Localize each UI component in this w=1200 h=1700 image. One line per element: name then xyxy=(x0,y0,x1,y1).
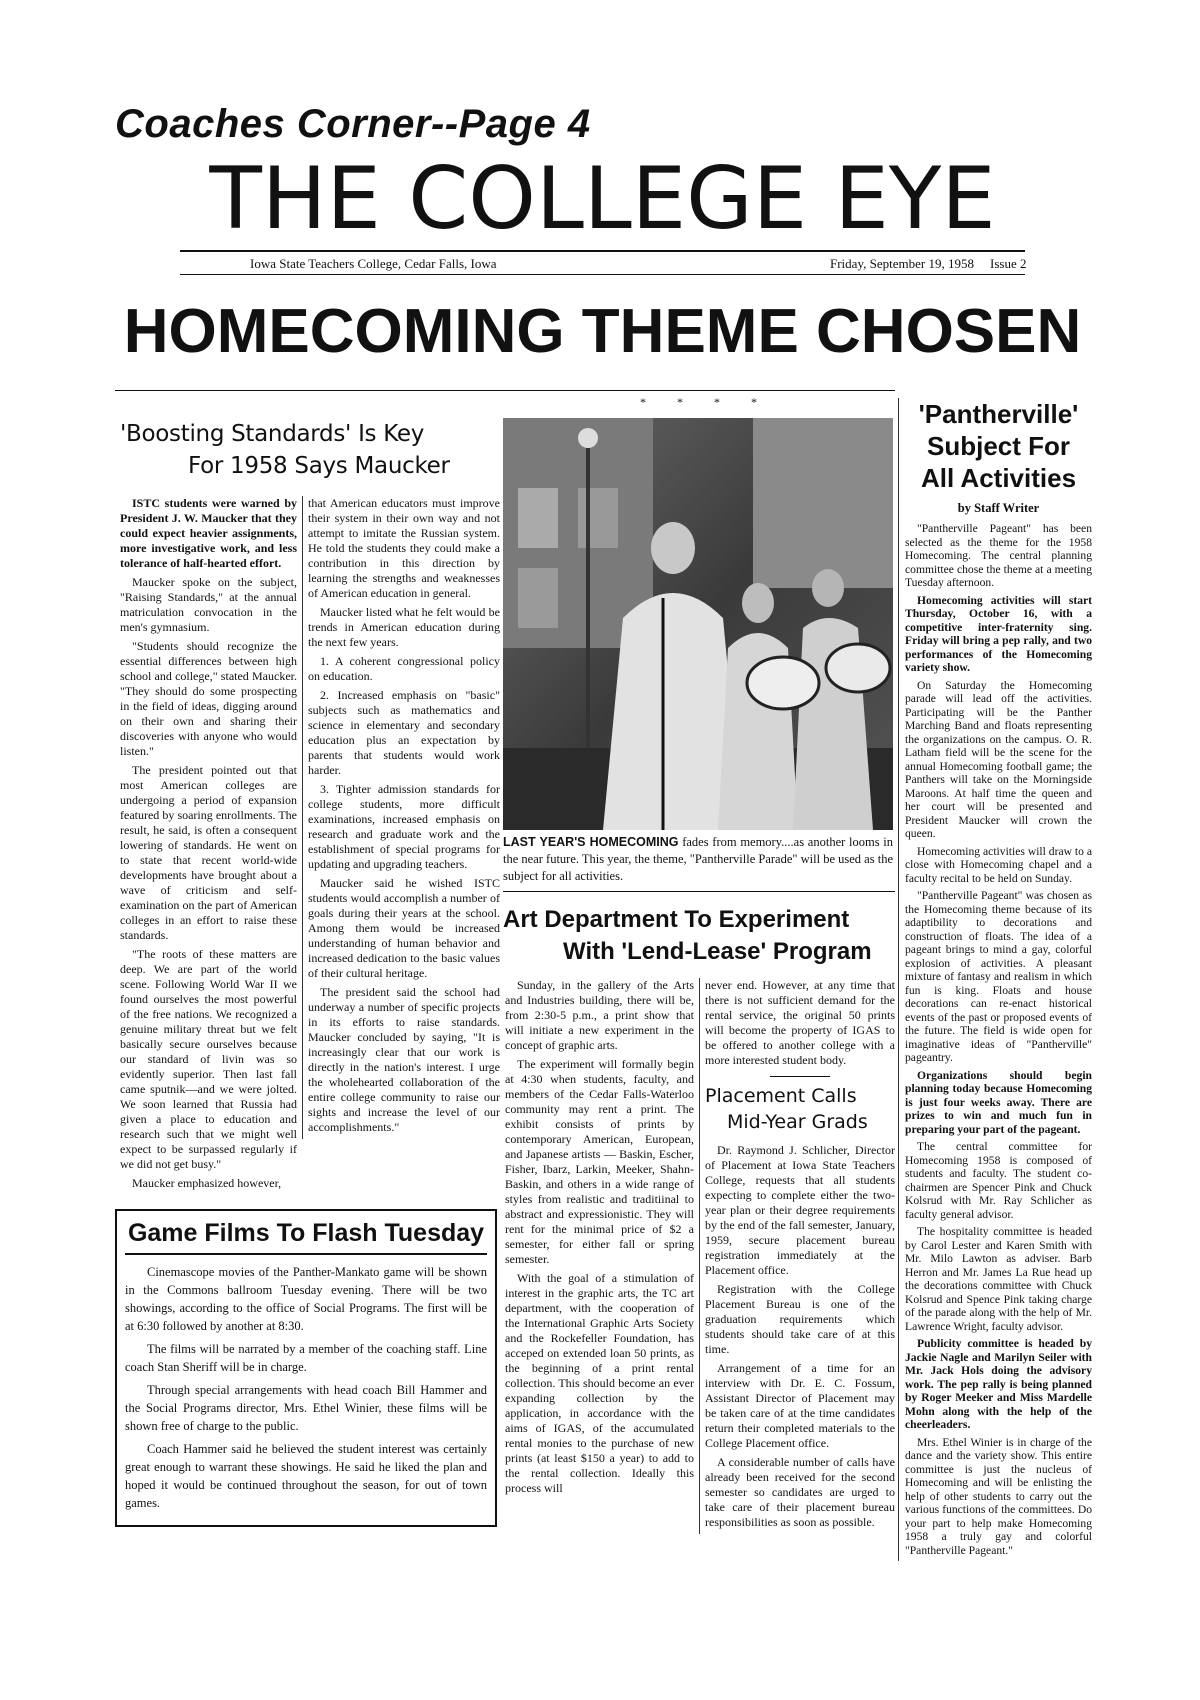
paragraph: Maucker spoke on the subject, "Raising Standards," at the annual matriculation convocation in the men's gymnasium. xyxy=(120,575,297,634)
placement-headline-line2: Mid-Year Grads xyxy=(727,1111,868,1133)
boosting-column-2 xyxy=(302,496,500,1139)
paragraph: With the goal of a stimulation of interest in the graphic arts, the TC art department, with the cooperation of the International Graphic Arts Society and the Rockefeller Foundation, has acceped on extended loan 50 prints, as the beginning of a print rental collection. This should become an ever expanding collection by the application, in accordance with the aims of IGAS, of the accumulated rental monies to the purchase of new prints (at least $150 a year) to add to the rental collection. Ideally this process will xyxy=(505,1271,694,1495)
paragraph: Maucker said he wished ISTC students would accomplish a number of goals during their years at the school. Among them would be increased understanding of human behavior and increased dedication to the basic values of their cultural heritage. xyxy=(308,876,500,980)
boosting-headline-line1: 'Boosting Standards' Is Key xyxy=(120,421,425,447)
masthead-date: Friday, September 19, 1958 xyxy=(830,256,974,271)
boosting-columns xyxy=(115,496,500,1195)
paragraph: Maucker emphasized however, xyxy=(132,1176,282,1190)
placement-headline xyxy=(705,1083,895,1135)
art-headline-line2: With 'Lend-Lease' Program xyxy=(563,938,872,965)
paragraph: ISTC students were warned by President J. W. Maucker that they could expect heavier assignments, more investigative work, and less tolerance of half-hearted effort. xyxy=(120,496,297,570)
divider xyxy=(770,1076,830,1077)
boosting-column-1 xyxy=(115,496,302,1195)
pantherville-headline-line3: All Activities xyxy=(920,463,1077,493)
paragraph: "Pantherville Pageant" was chosen as the Homecoming theme because of its adaptibility to decorations and construction of floats. The idea of a pageant brings to mind a gay, colorful explosion of activities. A pleasant mixture of fantasy and realism in which fun is king. Floats and house decorations can re-enact historical events of the past or proposed events of the future. The field is wide open for imaginative ideas of "Pantherville" pageantry. xyxy=(905,889,1092,1064)
masthead-title: THE COLLEGE EYE xyxy=(209,149,996,249)
art-headline-line1: Art Department To Experiment xyxy=(503,906,850,933)
art-column-1 xyxy=(503,978,699,1500)
art-columns xyxy=(503,978,895,1534)
art-headline xyxy=(503,904,895,968)
paragraph: Sunday, in the gallery of the Arts and Industries building, there will be, from 2:30-5 p.m., a print show that will initiate a new experiment in the concept of graphic arts. xyxy=(505,978,694,1052)
paragraph: 3. Tighter admission standards for college students, more difficult examinations, increased emphasis on research and graduate work and the establishment of special programs for updating and upgrading teachers. xyxy=(308,782,500,871)
paragraph: "Students should recognize the essential differences between high school and college," stated Maucker. "They should do some prospecting in the field of ideas, digging around on their own and sharing their discoveries with anyone who would listen." xyxy=(120,639,297,758)
ornament: * * * * xyxy=(640,395,771,409)
paragraph: Registration with the College Placement Bureau is one of the graduation requirements which students should take care of at this time. xyxy=(705,1282,895,1356)
byline: by Staff Writer xyxy=(957,501,1040,515)
masthead-rule-bottom xyxy=(180,274,1025,275)
placement-body xyxy=(705,1143,895,1530)
game-films-body xyxy=(125,1263,487,1512)
paragraph: The president said the school had underway a number of specific projects in its efforts to raise standards. Maucker concluded by saying, "It is increasingly clear that our work is directly in the nation's interest. I urge the wholehearted collaboration of the entire college community to raise our sights and increase the level of our accomplishments." xyxy=(308,985,500,1134)
paragraph: Maucker listed what he felt would be trends in American education during the next few years. xyxy=(308,605,500,649)
pantherville-headline xyxy=(905,398,1092,494)
right-region xyxy=(898,398,1092,1561)
paragraph: A considerable number of calls have already been received for the second semester so candidates are urged to take care of their placement bureau responsibilities as soon as possible. xyxy=(705,1455,895,1529)
caption-text: fades from memory....as another looms in the near future. This year, the theme, "Pantherville Parade" will be used as the subject for all activities. xyxy=(503,835,894,883)
left-region xyxy=(115,418,500,1527)
paragraph: Organizations should begin planning today because Homecoming is just four weeks away. There are prizes to win and much fun in preparing your part of the pageant. xyxy=(905,1068,1092,1136)
banner-headline: HOMECOMING THEME CHOSEN xyxy=(123,297,1082,366)
center-region xyxy=(503,418,895,1534)
divider xyxy=(125,1253,487,1255)
placement-headline-line1: Placement Calls xyxy=(705,1085,857,1107)
paragraph: The president pointed out that most American colleges are undergoing a period of expansion featured by soaring enrollments. The result, he said, is often a consequent lowering of standards. He went on to state that recent world-wide developments have brought about a wave of criticism and self-examination on the part of American colleges in an effort to raise these standards. xyxy=(120,763,297,942)
pantherville-headline-line1: 'Pantherville' xyxy=(918,399,1079,429)
paragraph: that American educators must improve their system in their own way and not attempt to imitate the Russian system. He told the students they could make a contribution in this direction by learning the strengths and weaknesses of American education in general. xyxy=(308,496,500,600)
game-films-headline: Game Films To Flash Tuesday xyxy=(127,1219,485,1247)
photo-caption xyxy=(503,834,893,885)
paragraph: Coach Hammer said he believed the student interest was certainly great enough to warrant these showings. He said he liked the plan and hoped it would be continued throughout the season, for out of town games. xyxy=(125,1442,487,1510)
masthead-rule-top xyxy=(180,250,1025,252)
paragraph: The experiment will formally begin at 4:30 when students, faculty, and members of the Cedar Falls-Waterloo community may rent a print. The exhibit consists of prints by contemporary American, European, and Japanese artists — Baskin, Escher, Fisher, Ibarz, Larkin, Meeker, Shahn-Baskin, and others in a wide range of styles from realistic and traditiinal to abstract and expressionistic. They will rent for the minimal price of $2 a semester, for either fall or spring semester. xyxy=(505,1057,694,1266)
game-films-box xyxy=(115,1209,497,1527)
paragraph: Publicity committee is headed by Jackie Nagle and Marilyn Seiler with Mr. Jack Hols doing the advisory work. The pep rally is being planned by Roger Meeker and Miss Mardelle Mohn along with the help of the cheerleaders. xyxy=(905,1337,1092,1431)
masthead-institution: Iowa State Teachers College, Cedar Falls, Iowa xyxy=(250,256,497,271)
paragraph: Homecoming activities will draw to a close with Homecoming chapel and a faculty recital to be held on Sunday. xyxy=(905,844,1092,885)
paragraph: Through special arrangements with head coach Bill Hammer and the Social Programs director, Mrs. Ethel Winier, these films will be shown free of charge to the public. xyxy=(125,1383,487,1433)
paragraph: "Pantherville Pageant" has been selected as the theme for the 1958 Homecoming. The central planning committee chose the theme at a meeting Tuesday afternoon. xyxy=(905,522,1092,589)
paragraph: Cinemascope movies of the Panther-Mankato game will be shown in the Commons ballroom Tuesday evening. There will be two showings, according to the office of Social Programs. The first will be at 6:30 followed by another at 8:30. xyxy=(125,1265,487,1333)
paragraph: 2. Increased emphasis on "basic" subjects such as mathematics and science in elementary and secondary education plus an expectation by parents that students would work harder. xyxy=(308,688,500,777)
paragraph: Mrs. Ethel Winier is in charge of the dance and the variety show. This entire committee is just the nucleus of Homecoming and will be enlisting the help of other students to carry out the various functions of the committees. Do your part to help make Homecoming 1958 a truly gay and colorful "Pantherville Pageant." xyxy=(905,1435,1092,1557)
homecoming-photo xyxy=(503,418,893,830)
paragraph: never end. However, at any time that there is not sufficient demand for the rental service, the original 50 prints will become the property of IGAS to be offered to another college with a more interested student body. xyxy=(705,978,895,1067)
paragraph: 1. A coherent congressional policy on education. xyxy=(308,654,500,683)
photo-image xyxy=(503,418,893,830)
paragraph: On Saturday the Homecoming parade will lead off the activities. Participating will be the Panther Marching Band and floats representing the organizations on the campus. O. R. Latham field will be the scene for the annual Homecoming football game; the Panthers will take on the Morningside Maroons. At half time the queen and her court will be presented and President Maucker will crown the queen. xyxy=(905,678,1092,840)
paragraph: Homecoming activities will start Thursday, October 16, with a competitive inter-fraternity sing. Friday will bring a pep rally, and two performances of the Homecoming variety show. xyxy=(905,593,1092,674)
boosting-headline xyxy=(120,418,500,482)
art-column-2 xyxy=(699,978,895,1534)
pantherville-body xyxy=(905,522,1092,1557)
kicker-coaches-corner: Coaches Corner--Page 4 xyxy=(115,102,591,146)
pantherville-headline-line2: Subject For xyxy=(926,431,1070,461)
caption-lead: LAST YEAR'S HOMECOMING xyxy=(503,835,679,849)
paragraph: Dr. Raymond J. Schlicher, Director of Placement at Iowa State Teachers College, requests that all students expecting to complete either the two-year plan or their degree requirements by the end of the fall semester, January, 1959, secure placement bureau registration immediately at the Placement office. xyxy=(705,1143,895,1277)
boosting-headline-line2: For 1958 Says Maucker xyxy=(188,453,450,479)
paragraph: "The roots of these matters are deep. We are part of the world scene. Following World War II we found ourselves the most powerful of the free nations. We recognized a genuine military threat but we felt basically secure ourselves because our standard of livin was so evidently superior. Then last fall came sputnik—and we were jolted. We soon learned that Russia had given a place to education and research such that we might well expect to be surpassed regularly if we did not get busy." xyxy=(120,947,297,1171)
masthead-issue: Issue 2 xyxy=(990,256,1027,271)
paragraph: Arrangement of a time for an interview with Dr. E. C. Fossum, Assistant Director of Placement may be taken care of at the time candidates return their completed materials to the College Placement office. xyxy=(705,1361,895,1450)
paragraph: The central committee for Homecoming 1958 is composed of students and faculty. The student co-chairmen are Spencer Pink and Chuck Kolsrud with Mr. Ray Schlicher as faculty general advisor. xyxy=(905,1140,1092,1221)
paragraph: The hospitality committee is headed by Carol Lester and Karen Smith with Mr. Milo Lawton as adviser. Barb Herron and Mr. James La Rue head up the decorations committee with Chuck Kolsrud and Spence Pink taking charge of the parade along with the help of Mr. Lawrence Wright, faculty advisor. xyxy=(905,1225,1092,1333)
banner-rule xyxy=(115,390,895,391)
paragraph: The films will be narrated by a member of the coaching staff. Line coach Stan Sheriff will be in charge. xyxy=(125,1342,487,1374)
divider xyxy=(503,891,895,892)
